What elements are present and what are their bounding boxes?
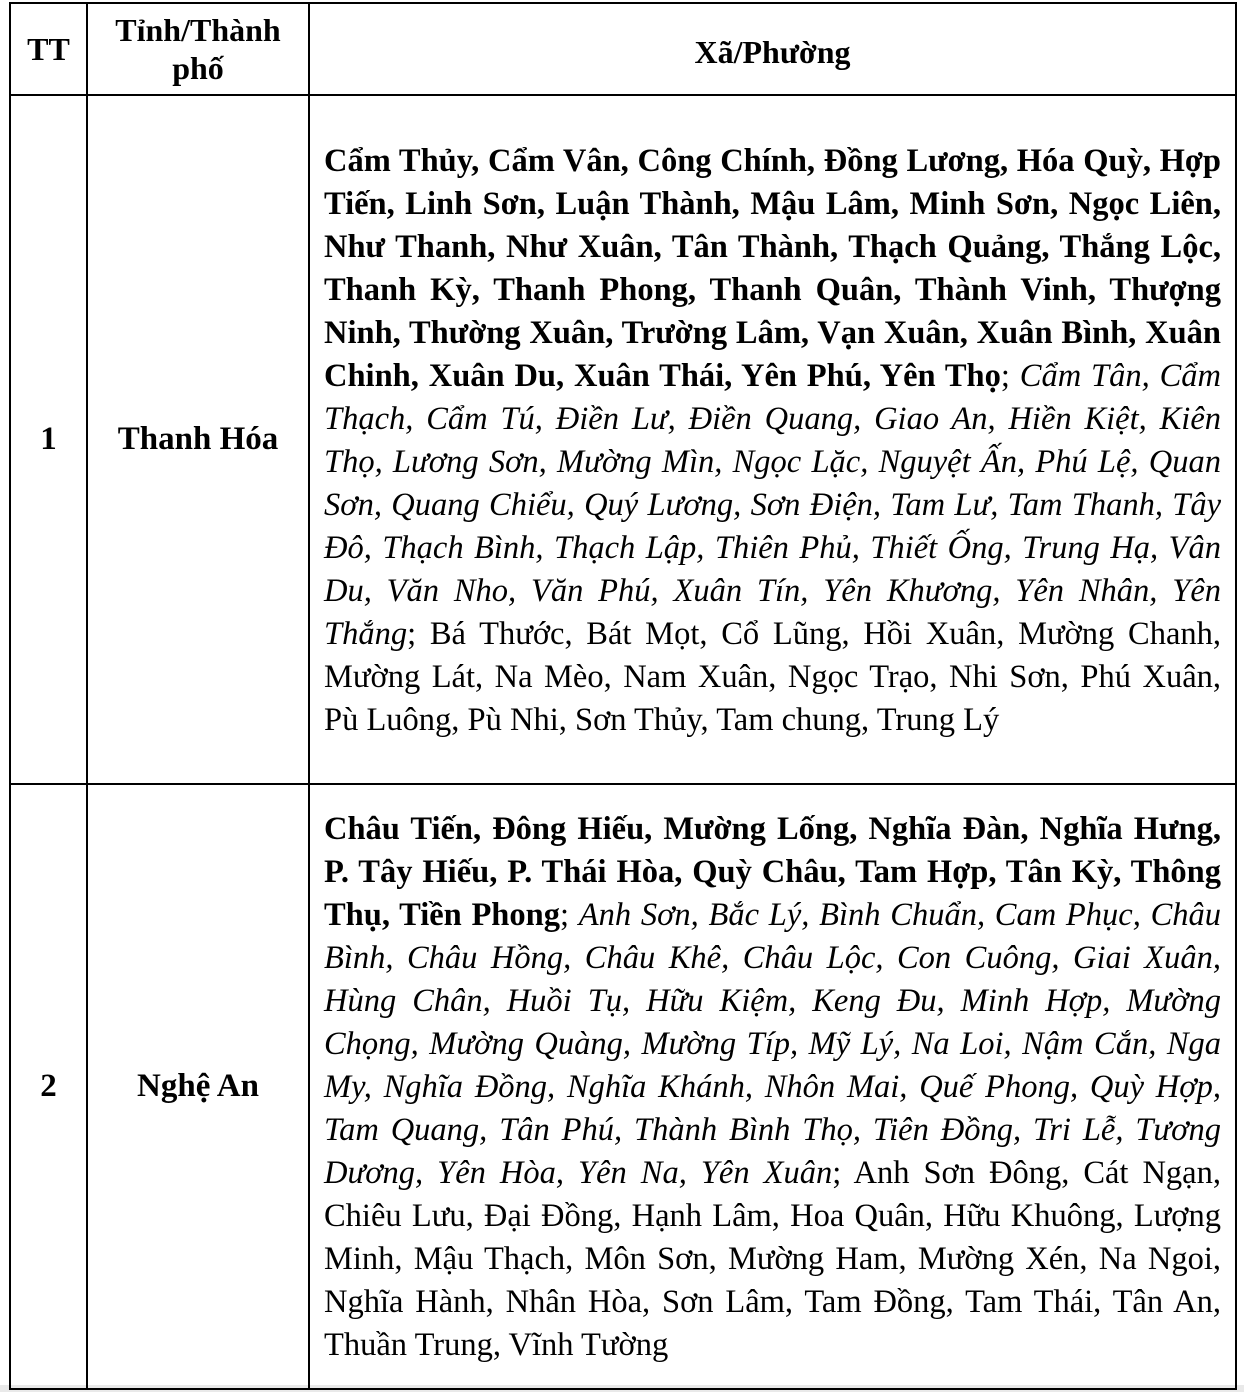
header-province: Tỉnh/Thành phố bbox=[87, 3, 309, 95]
row-number: 1 bbox=[10, 95, 87, 784]
italic-ward-group: Anh Sơn, Bắc Lý, Bình Chuẩn, Cam Phục, Châu Bình, Châu Hồng, Châu Khê, Châu Lộc, Con Cuông, Giai Xuân, Hùng Chân, Huồi Tụ, Hữu Kiệm, Keng Đu, Minh Hợp, Mường Chọng, Mường Quàng, Mường Típ, Mỹ Lý, Na Loi, Nậm Cắn, Nga My, Nghĩa Đồng, Nghĩa Khánh, Nhôn Mai, Quế Phong, Quỳ Hợp, Tam Quang, Tân Phú, Thành Bình Thọ, Tiên Đồng, Tri Lễ, Tương Dương, Yên Hòa, Yên Na, Yên Xuân bbox=[324, 897, 1221, 1191]
bold-ward-group: Cẩm Thủy, Cẩm Vân, Công Chính, Đồng Lương, Hóa Quỳ, Hợp Tiến, Linh Sơn, Luận Thành, Mậu Lâm, Minh Sơn, Ngọc Liên, Như Thanh, Như Xuân, Tân Thành, Thạch Quảng, Thắng Lộc, Thanh Kỳ, Thanh Phong, Thanh Quân, Thành Vinh, Thượng Ninh, Thường Xuân, Trường Lâm, Vạn Xuân, Xuân Bình, Xuân Chinh, Xuân Du, Xuân Thái, Yên Phú, Yên Thọ bbox=[324, 142, 1221, 394]
province-name: Thanh Hóa bbox=[87, 95, 309, 784]
ward-list: Cẩm Thủy, Cẩm Vân, Công Chính, Đồng Lương, Hóa Quỳ, Hợp Tiến, Linh Sơn, Luận Thành, Mậu Lâm, Minh Sơn, Ngọc Liên, Như Thanh, Như Xuân, Tân Thành, Thạch Quảng, Thắng Lộc, Thanh Kỳ, Thanh Phong, Thanh Quân, Thành Vinh, Thượng Ninh, Thường Xuân, Trường Lâm, Vạn Xuân, Xuân Bình, Xuân Chinh, Xuân Du, Xuân Thái, Yên Phú, Yên Thọ; Cẩm Tân, Cẩm Thạch, Cẩm Tú, Điền Lư, Điền Quang, Giao An, Hiền Kiệt, Kiên Thọ, Lương Sơn, Mường Mìn, Ngọc Lặc, Nguyệt Ấn, Phú Lệ, Quan Sơn, Quang Chiểu, Quý Lương, Sơn Điện, Tam Lư, Tam Thanh, Tây Đô, Thạch Bình, Thạch Lập, Thiên Phủ, Thiết Ống, Trung Hạ, Vân Du, Văn Nho, Văn Phú, Xuân Tín, Yên Khương, Yên Nhân, Yên Thắng; Bá Thước, Bát Mọt, Cổ Lũng, Hồi Xuân, Mường Chanh, Mường Lát, Na Mèo, Nam Xuân, Ngọc Trạo, Nhi Sơn, Phú Xuân, Pù Luông, Pù Nhi, Sơn Thủy, Tam chung, Trung Lý bbox=[309, 95, 1236, 784]
ward-list: Châu Tiến, Đông Hiếu, Mường Lống, Nghĩa Đàn, Nghĩa Hưng, P. Tây Hiếu, P. Thái Hòa, Quỳ Châu, Tam Hợp, Tân Kỳ, Thông Thụ, Tiền Phong; Anh Sơn, Bắc Lý, Bình Chuẩn, Cam Phục, Châu Bình, Châu Hồng, Châu Khê, Châu Lộc, Con Cuông, Giai Xuân, Hùng Chân, Huồi Tụ, Hữu Kiệm, Keng Đu, Minh Hợp, Mường Chọng, Mường Quàng, Mường Típ, Mỹ Lý, Na Loi, Nậm Cắn, Nga My, Nghĩa Đồng, Nghĩa Khánh, Nhôn Mai, Quế Phong, Quỳ Hợp, Tam Quang, Tân Phú, Thành Bình Thọ, Tiên Đồng, Tri Lễ, Tương Dương, Yên Hòa, Yên Na, Yên Xuân; Anh Sơn Đông, Cát Ngạn, Chiêu Lưu, Đại Đồng, Hạnh Lâm, Hoa Quân, Hữu Khuông, Lượng Minh, Mậu Thạch, Môn Sơn, Mường Ham, Mường Xén, Na Ngoi, Nghĩa Hành, Nhân Hòa, Sơn Lâm, Tam Đồng, Tam Thái, Tân An, Thuần Trung, Vĩnh Tường bbox=[309, 784, 1236, 1389]
italic-ward-group: Cẩm Tân, Cẩm Thạch, Cẩm Tú, Điền Lư, Điền Quang, Giao An, Hiền Kiệt, Kiên Thọ, Lương Sơn, Mường Mìn, Ngọc Lặc, Nguyệt Ấn, Phú Lệ, Quan Sơn, Quang Chiểu, Quý Lương, Sơn Điện, Tam Lư, Tam Thanh, Tây Đô, Thạch Bình, Thạch Lập, Thiên Phủ, Thiết Ống, Trung Hạ, Vân Du, Văn Nho, Văn Phú, Xuân Tín, Yên Khương, Yên Nhân, Yên Thắng bbox=[324, 357, 1221, 652]
row-number: 2 bbox=[10, 784, 87, 1389]
province-name: Nghệ An bbox=[87, 784, 309, 1389]
table-row bbox=[10, 95, 1236, 784]
header-wards: Xã/Phường bbox=[309, 3, 1236, 95]
regular-ward-group: Bá Thước, Bát Mọt, Cổ Lũng, Hồi Xuân, Mường Chanh, Mường Lát, Na Mèo, Nam Xuân, Ngọc Trạo, Nhi Sơn, Phú Xuân, Pù Luông, Pù Nhi, Sơn Thủy, Tam chung, Trung Lý bbox=[324, 615, 1222, 738]
header-tt: TT bbox=[10, 3, 87, 95]
regular-ward-group: Anh Sơn Đông, Cát Ngạn, Chiêu Lưu, Đại Đồng, Hạnh Lâm, Hoa Quân, Hữu Khuông, Lượng Minh, Mậu Thạch, Môn Sơn, Mường Ham, Mường Xén, Na Ngoi, Nghĩa Hành, Nhân Hòa, Sơn Lâm, Tam Đồng, Tam Thái, Tân An, Thuần Trung, Vĩnh Tường bbox=[324, 1155, 1221, 1363]
bold-ward-group: Châu Tiến, Đông Hiếu, Mường Lống, Nghĩa Đàn, Nghĩa Hưng, P. Tây Hiếu, P. Thái Hòa, Quỳ Châu, Tam Hợp, Tân Kỳ, Thông Thụ, Tiền Phong bbox=[324, 811, 1221, 933]
table-row bbox=[10, 784, 1236, 1389]
ward-list-table bbox=[9, 2, 1237, 1390]
table-header-row bbox=[10, 3, 1236, 95]
